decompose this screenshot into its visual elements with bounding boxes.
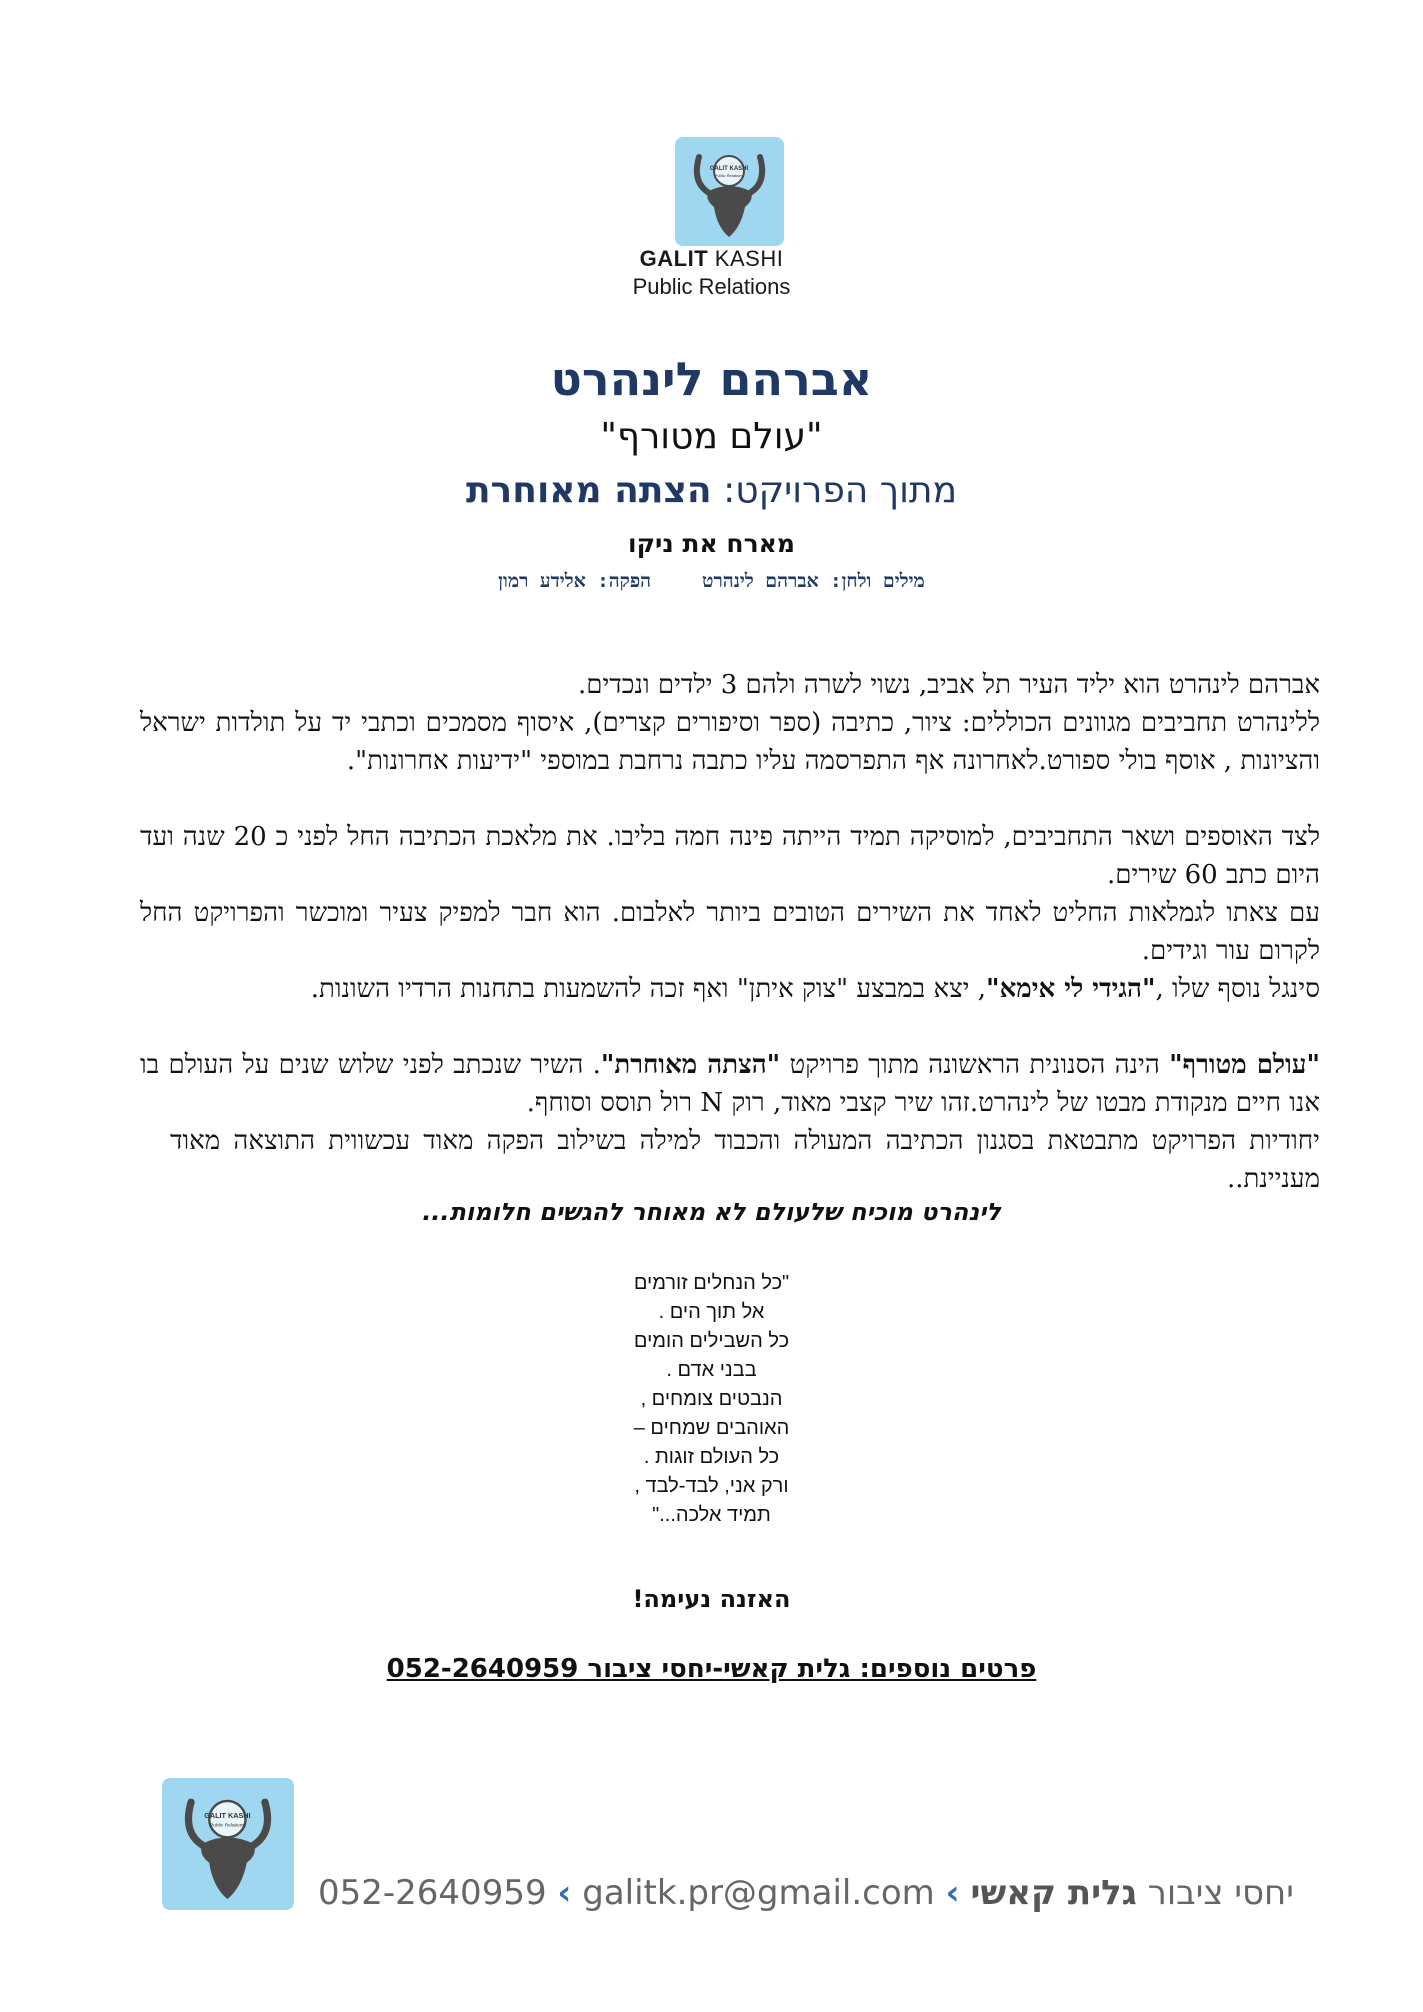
song-text-b: . השיר שנכתב לפני שלוש שנים על העולם בו אנו חיים מנקודת מבטו של לינהרט.זהו שיר קצבי מאוד, רוק N רול תוסס וסוחף. bbox=[140, 1050, 1320, 1118]
footer-logo-text: GALIT KASHI bbox=[204, 1810, 251, 1820]
footer-logo-subtext: Public Relations bbox=[210, 1823, 245, 1829]
featuring-line: מארח את ניקו bbox=[628, 529, 795, 558]
paragraph-retirement: עם צאתו לגמלאות החליט לאחד את השירים הטובים ביותר לאלבום. הוא חבר למפיק צעיר ומוכשר והפרויקט החל לקרום עור וגידים. bbox=[140, 898, 1320, 966]
poem-line: כל העולם זוגות . bbox=[643, 1446, 780, 1468]
brand-last: KASHI bbox=[714, 246, 784, 271]
brand-first: GALIT bbox=[639, 246, 709, 271]
project-name-inline: "הצתה מאוחרת" bbox=[600, 1050, 781, 1080]
poem-line: אל תוך הים . bbox=[658, 1301, 765, 1323]
logo-text: GALIT KASHI bbox=[709, 166, 749, 172]
paragraph-uniqueness: יחודיות הפרויקט מתבטאת בסגנון הכתיבה המעולה והכבוד למילה בשילוב הפקה מאוד עכשווית התוצאה מאוד מעניינת.. bbox=[170, 1126, 1320, 1194]
footer-service: יחסי ציבור bbox=[1147, 1873, 1294, 1913]
song-text-a: הינה הסנונית הראשונה מתוך פרויקט bbox=[780, 1050, 1170, 1080]
footer-bull-head-icon bbox=[162, 1778, 294, 1910]
project-prefix: מתוך הפרויקט: bbox=[723, 470, 958, 511]
paragraph-bio: אברהם לינהרט הוא יליד העיר תל אביב, נשוי לשרה ולהם 3 ילדים ונכדים. bbox=[578, 670, 1320, 700]
footer-phone[interactable]: 052-2640959 bbox=[318, 1873, 547, 1913]
brand-name bbox=[0, 246, 1423, 272]
contact-line: פרטים נוספים: גלית קאשי-יחסי ציבור 052-2640959 bbox=[386, 1654, 1037, 1684]
footer-email[interactable]: galitk.pr@gmail.com bbox=[582, 1873, 935, 1913]
poem-line: הנבטים צומחים , bbox=[640, 1388, 783, 1410]
poem-line: האוהבים שמחים – bbox=[633, 1417, 790, 1439]
poem-line: ורק אני, לבד-לבד , bbox=[634, 1475, 789, 1497]
single-name: "הגידי לי אימא" bbox=[986, 974, 1156, 1004]
project-name: הצתה מאוחרת bbox=[465, 470, 712, 511]
logo-subtext: Public Relations bbox=[714, 173, 744, 178]
poem-line: כל השבילים הומים bbox=[633, 1330, 790, 1352]
paragraph-song bbox=[140, 1046, 1320, 1122]
credits-line bbox=[0, 570, 1423, 593]
single-text-a: סינגל נוסף שלו , bbox=[1155, 974, 1320, 1004]
enjoy-text: האזנה נעימה! bbox=[632, 1585, 791, 1613]
poem-line: "כל הנחלים זורמים bbox=[633, 1272, 790, 1294]
poem-line: בבני אדם . bbox=[666, 1359, 757, 1381]
poem bbox=[0, 1269, 1423, 1530]
poem-line: תמיד אלכה..." bbox=[652, 1504, 771, 1526]
song-name: "עולם מטורף" bbox=[1169, 1050, 1321, 1080]
tagline: לינהרט מוכיח שלעולם לא מאוחר להגשים חלומות... bbox=[422, 1198, 1001, 1226]
bull-head-icon bbox=[675, 137, 784, 246]
paragraph-single bbox=[140, 970, 1320, 1008]
chevron-left-icon: ‹ bbox=[557, 1873, 572, 1913]
song-title: "עולם מטורף" bbox=[600, 416, 823, 457]
single-text-b: , יצא במבצע "צוק איתן" ואף זכה להשמעות בתחנות הרדיו השונות. bbox=[310, 974, 987, 1004]
credits-production: הפקה: אלידע רמון bbox=[498, 570, 652, 592]
footer-logo bbox=[162, 1778, 294, 1910]
chevron-left-icon: ‹ bbox=[945, 1873, 960, 1913]
paragraph-music: לצד האוספים ושאר התחביבים, למוסיקה תמיד הייתה פינה חמה בליבו. את מלאכת הכתיבה החל לפני כ 20 שנה ועד היום כתב 60 שירים. bbox=[140, 822, 1321, 890]
artist-title: אברהם לינהרט bbox=[550, 352, 873, 406]
header-logo bbox=[675, 137, 784, 246]
credits-lyrics: מילים ולחן: אברהם לינהרט bbox=[702, 570, 925, 592]
paragraph-hobbies: ללינהרט תחביבים מגוונים הכוללים: ציור, כתיבה (ספר וסיפורים קצרים), איסוף מסמכים וכתבי יד על תולדות ישראל והציונות , אוסף בולי ספורט.לאחרונה אף התפרסמה עליו כתבה נרחבת במוספי "ידיעות אחרונות". bbox=[140, 708, 1320, 776]
brand-sub: Public Relations bbox=[632, 274, 791, 299]
footer-contact-bar bbox=[318, 1873, 1294, 1913]
project-line bbox=[0, 470, 1423, 511]
footer-name: גלית קאשי bbox=[970, 1873, 1137, 1913]
